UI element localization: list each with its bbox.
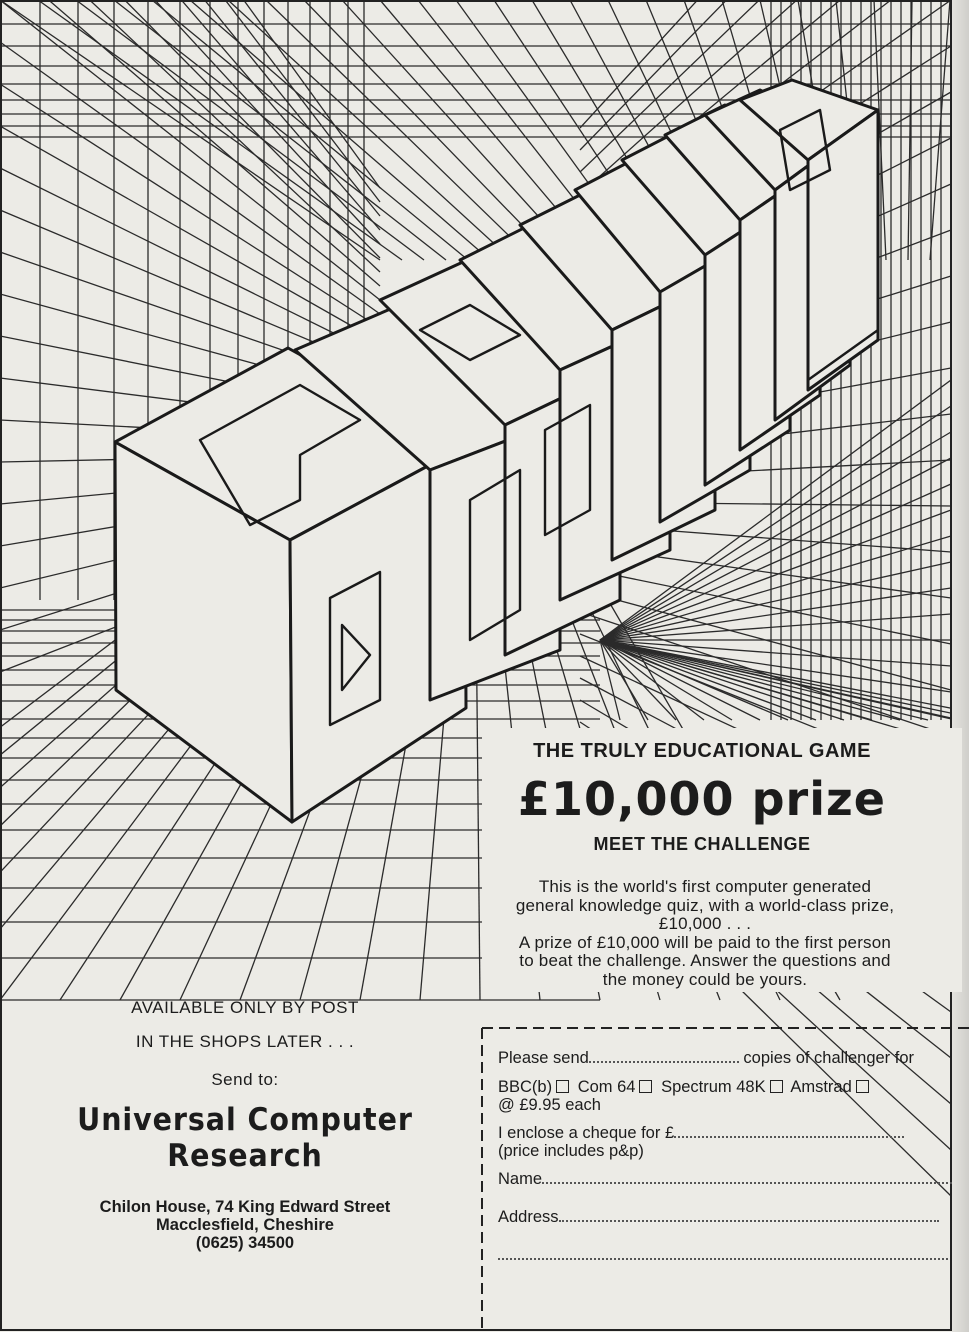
quantity-row — [498, 1049, 914, 1068]
grid-line — [190, 0, 490, 260]
company-logo-text — [47, 1102, 443, 1174]
checkbox-bbc[interactable] — [556, 1080, 569, 1093]
address-row-2 — [498, 1246, 948, 1265]
grid-line — [600, 640, 732, 720]
cheque-label: I enclose a cheque for £ — [498, 1124, 675, 1142]
grid-line — [930, 0, 950, 260]
machine-label-spectrum: Spectrum 48K — [661, 1078, 766, 1096]
promo-body — [470, 878, 940, 990]
address-label: Address — [498, 1208, 559, 1226]
company-name-line: Universal Computer — [77, 1102, 413, 1138]
please-send-label: Please send — [498, 1049, 589, 1067]
checkbox-spectrum[interactable] — [770, 1080, 783, 1093]
grid-line — [600, 640, 900, 720]
company-address — [30, 1198, 460, 1252]
grid-line — [0, 0, 380, 260]
address-field-2[interactable] — [498, 1258, 948, 1260]
checkbox-c64[interactable] — [639, 1080, 652, 1093]
name-label: Name — [498, 1170, 543, 1188]
machine-label-bbc: BBC(b) — [498, 1078, 553, 1096]
promo-body-line: general knowledge quiz, with a world-class prize, — [515, 895, 895, 915]
machine-row — [498, 1078, 873, 1097]
cheque-row — [498, 1124, 904, 1143]
promo-headline: THE TRULY EDUCATIONAL GAME — [533, 740, 871, 762]
grid-line — [0, 0, 380, 300]
address-field[interactable] — [559, 1220, 939, 1222]
grid-line — [0, 0, 380, 202]
promo-panel — [482, 728, 962, 992]
price-label: @ £9.95 each — [498, 1096, 601, 1114]
promo-body-line: A prize of £10,000 will be paid to the first person — [518, 932, 892, 952]
name-field[interactable] — [542, 1182, 952, 1184]
machine-label-amstrad: Amstrad — [790, 1078, 852, 1096]
shops-notice: IN THE SHOPS LATER . . . — [135, 1032, 355, 1051]
promo-body-line: This is the world's first computer generated — [538, 877, 872, 896]
promo-body-line: the money could be yours. — [602, 969, 808, 989]
grid-line — [0, 0, 380, 286]
available-notice: AVAILABLE ONLY BY POST — [131, 998, 359, 1017]
grid-line — [228, 0, 512, 260]
promo-body-line: to beat the challenge. Answer the questions and — [519, 951, 891, 971]
grid-line — [600, 588, 951, 640]
address-line: (0625) 34500 — [195, 1234, 295, 1252]
grid-line — [266, 0, 534, 260]
address-row — [498, 1208, 939, 1227]
address-line: Chilon House, 74 King Edward Street — [99, 1198, 391, 1216]
grid-line — [0, 168, 380, 356]
prize-amount: £10,000 prize — [518, 772, 886, 826]
promo-body-line: £10,000 . . . — [658, 914, 752, 934]
price-note: (price includes p&p) — [498, 1142, 644, 1160]
checkbox-amstrad[interactable] — [856, 1080, 869, 1093]
company-name-line: Research — [167, 1138, 323, 1174]
address-line: Macclesfield, Cheshire — [156, 1216, 334, 1234]
cheque-amount-field[interactable] — [674, 1136, 904, 1138]
copies-of-label: copies of challenger for — [743, 1049, 915, 1067]
grid-line — [600, 640, 620, 720]
grid-line — [0, 42, 380, 314]
promo-subhead: MEET THE CHALLENGE — [593, 834, 811, 854]
grid-line — [304, 0, 556, 260]
order-coupon — [480, 1024, 969, 1332]
grid-line — [600, 614, 951, 640]
challenger-3d-block-letters — [115, 80, 878, 822]
name-row — [498, 1170, 952, 1189]
machine-label-c64: Com 64 — [577, 1078, 636, 1096]
send-to-label: Send to: — [211, 1070, 279, 1089]
grid-line — [0, 84, 380, 328]
grid-line — [600, 640, 951, 718]
quantity-field[interactable] — [589, 1061, 739, 1063]
grid-line — [0, 0, 380, 272]
